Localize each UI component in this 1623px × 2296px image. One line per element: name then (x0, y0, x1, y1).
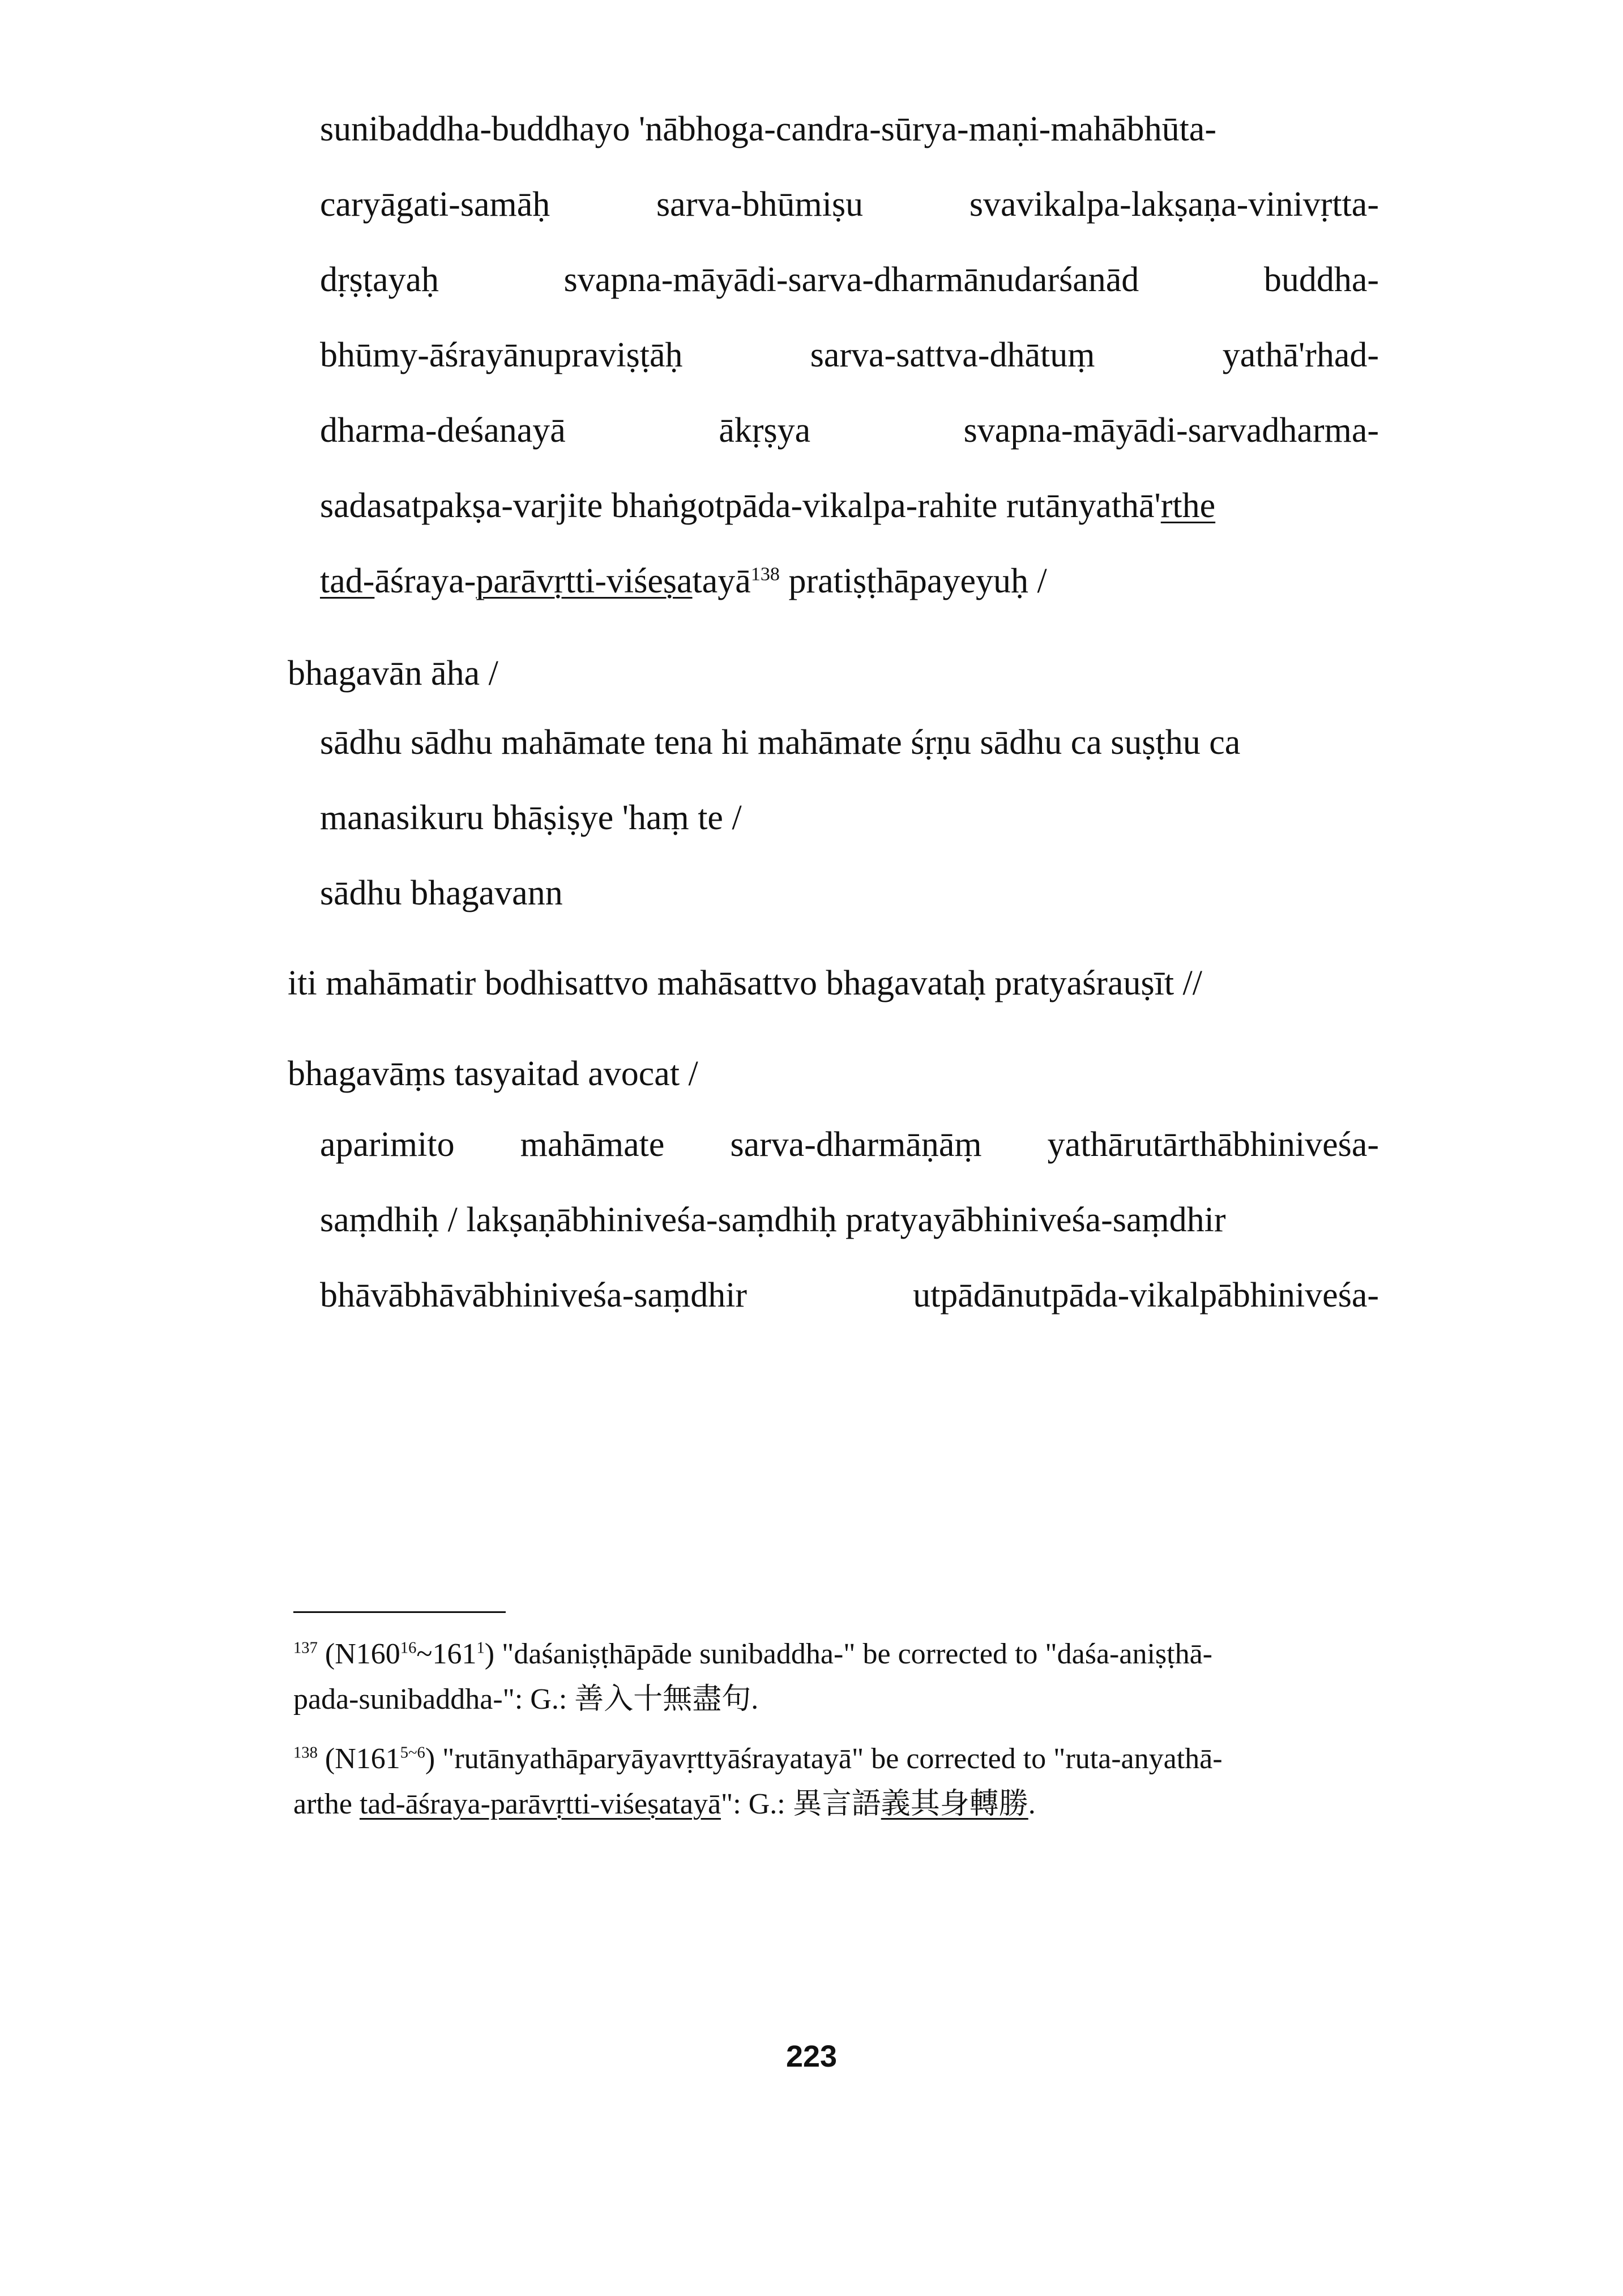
text-span: sādhu sādhu mahāmate tena hi mahāmate śṛṇu sādhu ca suṣṭhu ca (320, 723, 1241, 762)
text-span: yathārutārthābhiniveśa- (1047, 1125, 1379, 1164)
footnote-rule (293, 1611, 506, 1613)
underlined-text: tad- (320, 562, 375, 600)
text-line-6 (320, 488, 1215, 523)
text-span: dharma-deśanayā (320, 411, 566, 450)
underlined-text: rthe (1160, 486, 1216, 525)
footnote-ref-sup: 5~6 (400, 1744, 425, 1762)
text-line-8 (288, 656, 498, 691)
text-span: ākṛṣya (719, 411, 811, 450)
footnote-138-line-1 (293, 1744, 1223, 1774)
footnote-ref-138: 138 (750, 564, 780, 585)
text-line-13 (288, 1056, 698, 1091)
text-span: caryāgati-samāḥ (320, 185, 550, 224)
underlined-text: 義其身轉勝 (881, 1788, 1028, 1820)
text-span: dṛṣṭayaḥ (320, 261, 439, 299)
text-line-9 (320, 725, 1240, 760)
text-span: tayā (692, 562, 751, 600)
footnote-ref: (N160 (317, 1638, 400, 1670)
footnote-text: ) "daśaniṣṭhāpāde sunibaddha-" be corrected to "daśa-aniṣṭhā- (484, 1638, 1212, 1670)
text-span: aparimito (320, 1125, 455, 1164)
footnote-137-line-1 (293, 1640, 1212, 1669)
text-line-15 (320, 1202, 1379, 1237)
text-span: pratiṣṭhāpayeyuḥ / (779, 562, 1047, 600)
footnote-ref-sup: 1 (476, 1639, 485, 1657)
text-line-16 (320, 1278, 1379, 1313)
text-span: sādhu bhagavann (320, 874, 563, 912)
text-line-2 (320, 187, 1379, 222)
text-span: bhagavāṃs tasyaitad avocat / (288, 1055, 698, 1093)
text-span: sarva-sattva-dhātuṃ (810, 336, 1095, 374)
text-span: svapna-māyādi-sarvadharma- (963, 411, 1379, 450)
text-span: sarva-bhūmiṣu (656, 185, 864, 224)
text-span: sadasatpakṣa-varjite bhaṅgotpāda-vikalpa-rahite rutānyathā' (320, 486, 1161, 525)
footnote-number: 137 (293, 1639, 318, 1657)
text-span: utpādānutpāda-vikalpābhiniveśa- (913, 1276, 1379, 1315)
footnote-number: 138 (293, 1744, 318, 1762)
text-span: svapna-māyādi-sarva-dharmānudarśanād (563, 261, 1139, 299)
text-span: mahāmate (520, 1125, 665, 1164)
text-span: manasikuru bhāṣiṣye 'haṃ te / (320, 799, 742, 837)
footnote-text: ) "rutānyathāparyāyavṛttyāśrayatayā" be corrected to "ruta-anyathā- (425, 1743, 1223, 1775)
footnote-text: arthe (293, 1788, 360, 1820)
footnote-ref: (N161 (317, 1743, 400, 1775)
text-line-10 (320, 800, 742, 835)
footnote-138-line-2 (293, 1790, 1036, 1819)
footnote-ref: ~161 (416, 1638, 477, 1670)
text-line-3 (320, 262, 1379, 297)
text-line-5 (320, 413, 1379, 448)
text-span: bhāvābhāvābhiniveśa-saṃdhir (320, 1276, 748, 1315)
text-span: āśraya- (374, 562, 476, 600)
text-line-12 (288, 966, 1202, 1001)
text-line-4 (320, 338, 1379, 373)
text-span: bhagavān āha / (288, 654, 498, 693)
text-span: svavikalpa-lakṣaṇa-vinivṛtta- (969, 185, 1379, 224)
page-number: 223 (785, 2039, 838, 2073)
footnote-text: pada-sunibaddha-": G.: 善入十無盡句. (293, 1683, 759, 1715)
text-span: sunibaddha-buddhayo 'nābhoga-candra-sūrya-maṇi-mahābhūta- (320, 110, 1216, 148)
footnote-text: ": G.: 異言語 (721, 1788, 881, 1820)
text-span: yathā'rhad- (1222, 336, 1379, 374)
text-span: iti mahāmatir bodhisattvo mahāsattvo bhagavataḥ pratyaśrauṣīt // (288, 964, 1202, 1002)
text-span: buddha- (1263, 261, 1379, 299)
footnote-ref-sup: 16 (400, 1639, 417, 1657)
underlined-text: parāvṛtti-viśeṣa (476, 562, 693, 600)
text-span: bhūmy-āśrayānupraviṣṭāḥ (320, 336, 683, 374)
text-line-1 (320, 112, 1379, 147)
text-line-14 (320, 1127, 1379, 1162)
underlined-text: tad-āśraya-parāvṛtti-viśeṣatayā (359, 1788, 721, 1820)
text-span: sarva-dharmāṇāṃ (730, 1125, 982, 1164)
text-span: saṃdhiḥ / lakṣaṇābhiniveśa-saṃdhiḥ pratyayābhiniveśa-saṃdhir (320, 1201, 1226, 1239)
footnote-137-line-2 (293, 1685, 758, 1714)
text-line-7 (320, 564, 1047, 599)
footnote-text: . (1028, 1788, 1036, 1820)
text-line-11 (320, 876, 563, 911)
